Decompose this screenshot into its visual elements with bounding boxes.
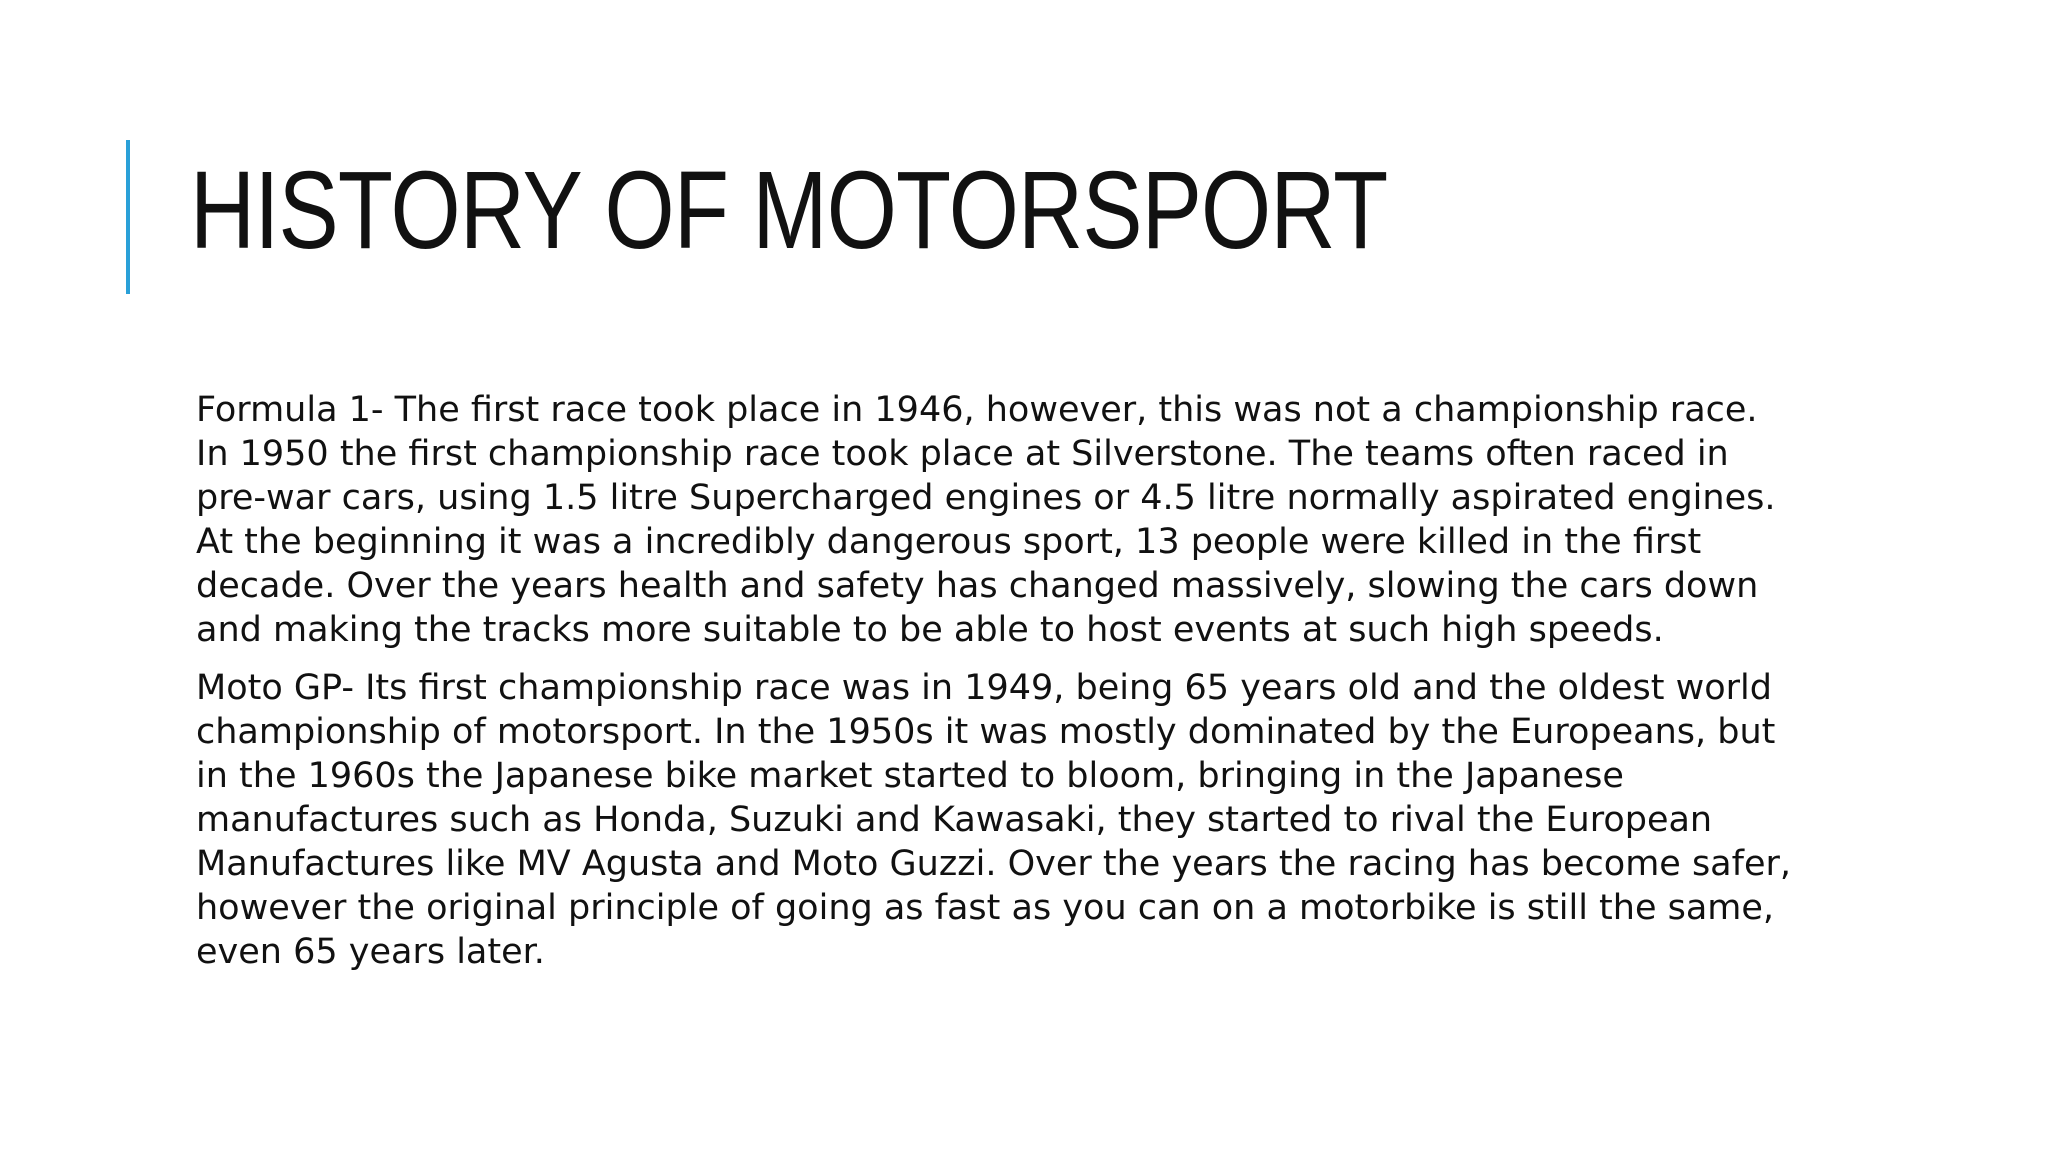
paragraph-formula-1: Formula 1- The first race took place in 1946, however, this was not a championship race. In 1950 the first championship race took place at Silverstone. The teams often raced in pre-war cars, using 1.5 litre Supercharged engines or 4.5 litre normally aspirated engines. At the beginning it was a incredibly dangerous sport, 13 people were killed in the first decade. Over the years health and safety has changed massively, slowing the cars down and making the tracks more suitable to be able to host events at such high speeds. [196,390,1776,650]
slide-body [196,388,1846,988]
slide-title: HISTORY OF MOTORSPORT [190,149,1388,272]
title-accent-bar [126,140,130,294]
paragraph-moto-gp: Moto GP- Its first championship race was in 1949, being 65 years old and the oldest world championship of motorsport. In the 1950s it was mostly dominated by the Europeans, but in the 1960s the Japanese bike market started to bloom, bringing in the Japanese manufactures such as Honda, Suzuki and Kawasaki, they started to rival the European Manufactures like MV Agusta and Moto Guzzi. Over the years the racing has become safer, however the original principle of going as fast as you can on a motorbike is still the same, even 65 years later. [196,668,1791,972]
